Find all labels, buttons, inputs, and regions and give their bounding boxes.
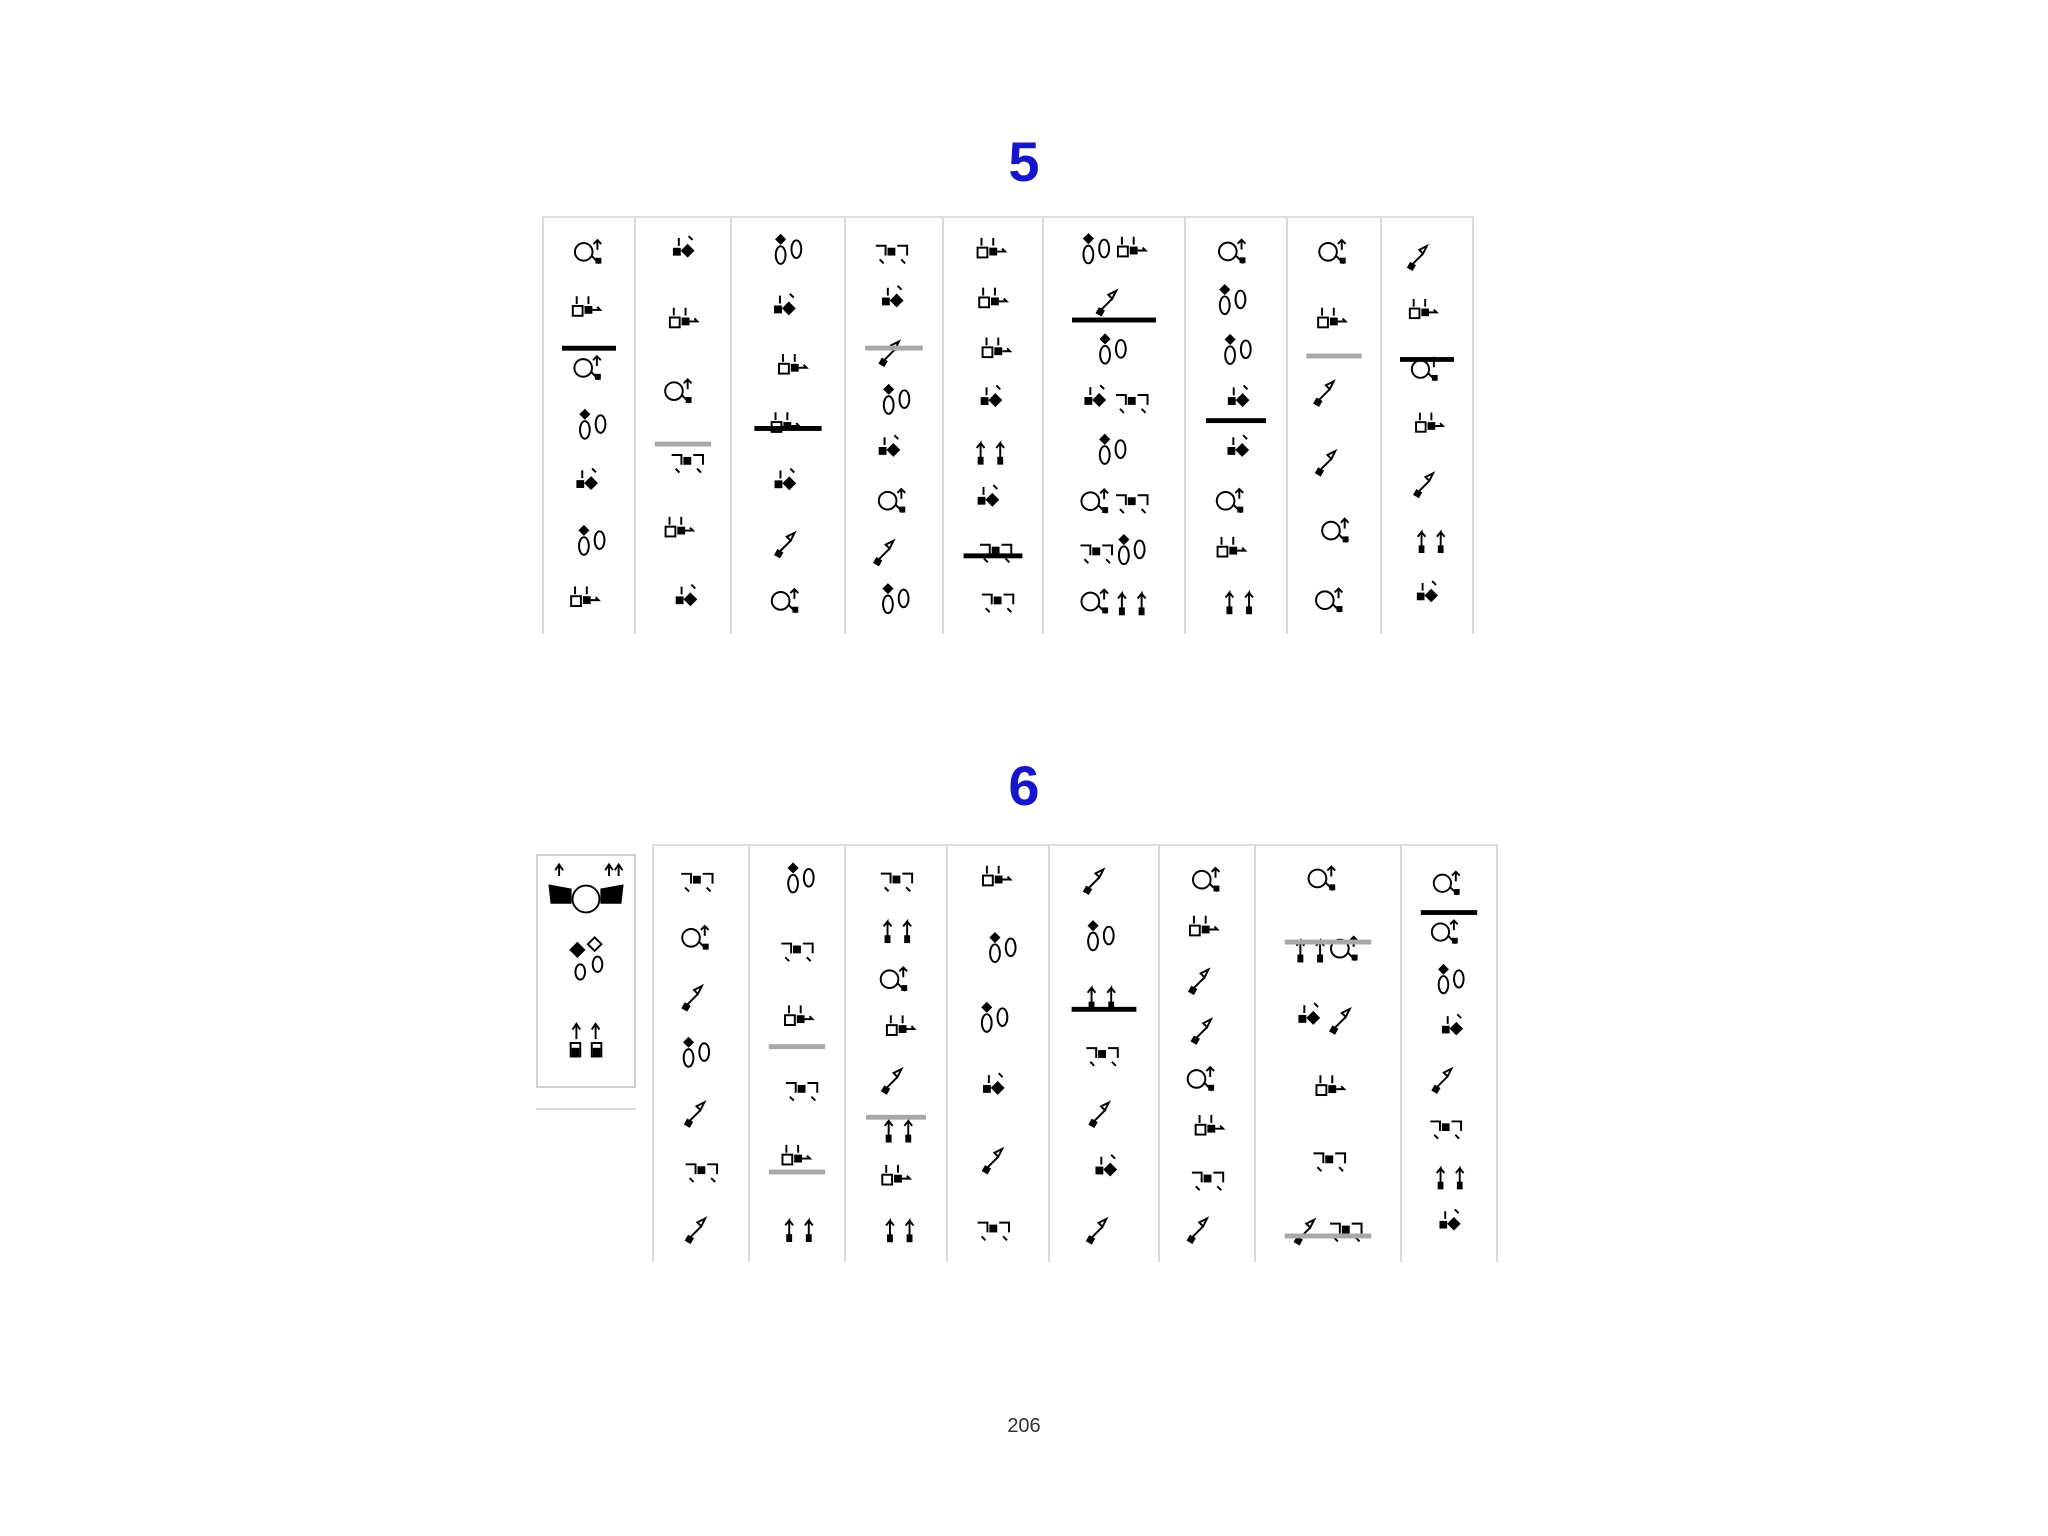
column-rule	[866, 1115, 926, 1120]
sign-panel-section-5	[542, 216, 1474, 634]
sign-glyph-group	[538, 856, 634, 1086]
sign-column	[652, 846, 748, 1262]
sign-glyph-stack	[846, 218, 942, 634]
column-rule	[562, 346, 616, 351]
column-rule	[1072, 318, 1156, 323]
page-number: 206	[1007, 1415, 1041, 1437]
sign-column	[844, 846, 946, 1262]
sign-column	[1286, 218, 1380, 634]
sign-box-section-6	[536, 854, 636, 1088]
sign-glyph-stack	[1160, 846, 1254, 1262]
column-rule	[655, 442, 711, 447]
section-6-number: 6	[1008, 754, 1040, 817]
sign-column	[1380, 218, 1474, 634]
sign-glyph-stack	[750, 846, 844, 1262]
sign-column	[1400, 846, 1498, 1262]
sign-column	[1158, 846, 1254, 1262]
section-5-number: 5	[1008, 130, 1040, 193]
sign-glyph-stack	[544, 218, 634, 634]
sign-glyph-stack	[636, 218, 730, 634]
sign-glyph-stack	[1186, 218, 1286, 634]
sign-column	[946, 846, 1048, 1262]
sign-glyph-stack	[732, 218, 844, 634]
column-rule	[1421, 910, 1477, 915]
side-rule	[536, 1108, 636, 1110]
sign-glyph-stack	[1044, 218, 1184, 634]
sign-glyph-stack	[1288, 218, 1380, 634]
column-rule	[1285, 1234, 1371, 1239]
sign-glyph-stack	[1382, 218, 1472, 634]
sign-glyph-stack	[1050, 846, 1158, 1262]
sign-glyph-stack	[944, 218, 1042, 634]
sign-column	[1254, 846, 1400, 1262]
sign-column	[634, 218, 730, 634]
column-rule	[769, 1044, 825, 1049]
sign-glyph-stack	[846, 846, 946, 1262]
column-rule	[1400, 357, 1454, 362]
sign-column	[942, 218, 1042, 634]
sign-column	[1184, 218, 1286, 634]
sign-column	[542, 218, 634, 634]
column-rule	[1285, 940, 1371, 945]
column-rule	[769, 1170, 825, 1175]
column-rule	[1306, 354, 1361, 359]
sign-column	[844, 218, 942, 634]
column-rule	[964, 553, 1023, 558]
column-rule	[1206, 418, 1266, 423]
sign-column	[730, 218, 844, 634]
sign-panel-section-6	[652, 844, 1498, 1262]
column-rule	[865, 346, 923, 351]
sign-column	[1048, 846, 1158, 1262]
sign-column	[1042, 218, 1184, 634]
sign-glyph-stack	[1402, 846, 1496, 1262]
sign-column	[748, 846, 844, 1262]
sign-glyph-stack	[948, 846, 1048, 1262]
sign-glyph-stack	[654, 846, 748, 1262]
sign-glyph-stack	[1256, 846, 1400, 1262]
column-rule	[754, 426, 821, 431]
column-rule	[1072, 1007, 1137, 1012]
